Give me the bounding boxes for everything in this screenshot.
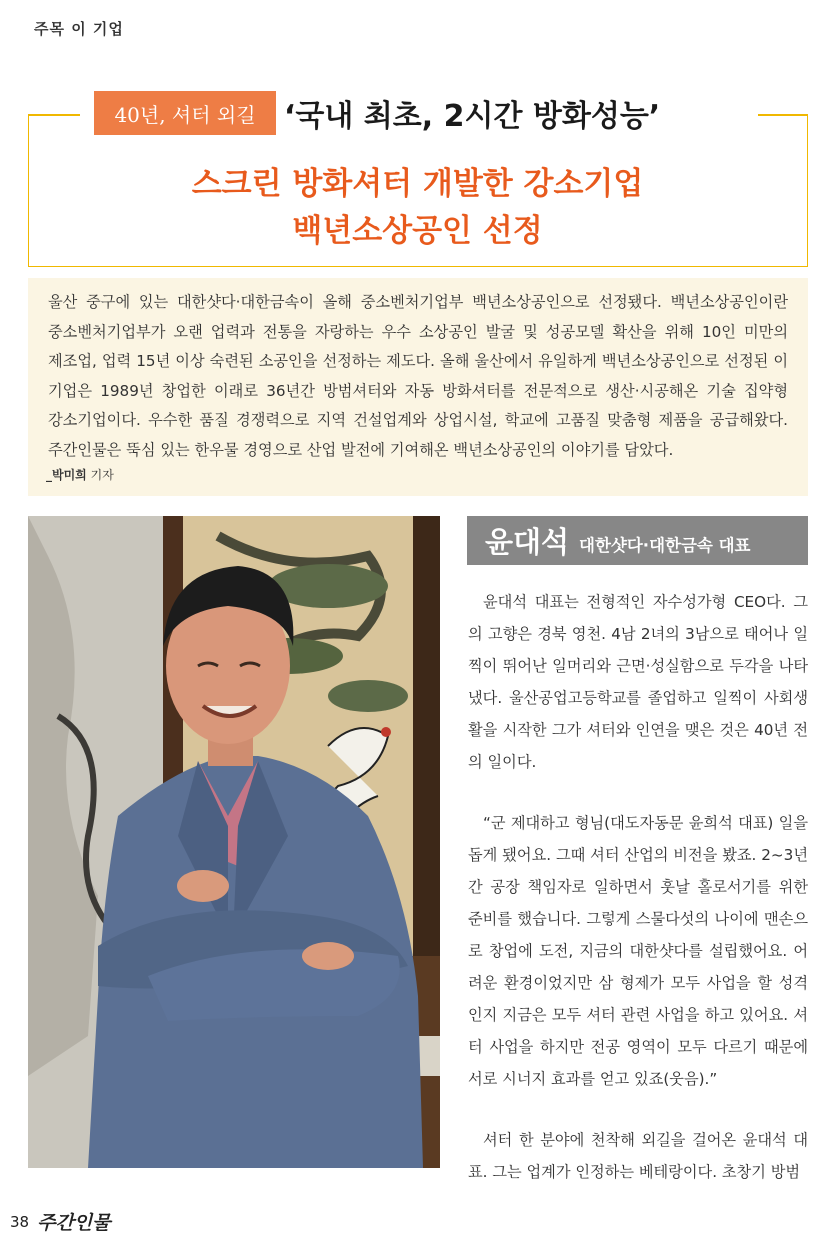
magazine-logo: 주간인물 — [37, 1212, 111, 1234]
page-number: 38 — [10, 1212, 30, 1231]
frame-rule-left — [28, 114, 80, 116]
byline-role: 기자 — [90, 468, 114, 482]
lead-paragraph: 울산 중구에 있는 대한샷다·대한금속이 올해 중소벤처기업부 백년소상공인으로 선정됐다. 백년소상공인이란 중소벤처기업부가 오랜 업력과 전통을 자랑하는 우수 소상공인 발굴 및 성공모델 확산을 위해 10인 미만의 제조업, 업력 15년 이상 숙련된 소공인을 선정하는 제도다. 올해 울산에서 유일하게 백년소상공인으로 선정된 이 기업은 1989년 창업한 이래로 36년간 방범셔터와 자동 방화셔터를 전문적으로 생산·시공해온 기술 집약형 강소기업이다. 우수한 품질 경쟁력으로 지역 건설업계와 상업시설, 학교에 고품질 맞춤형 제품을 공급해왔다. 주간인물은 뚝심 있는 한우물 경영으로 산업 발전에 기여해온 백년소상공인의 이야기를 담았다. — [48, 293, 788, 459]
byline — [46, 466, 114, 483]
body-paragraph: “군 제대하고 형님(대도자동문 윤희석 대표) 일을 돕게 됐어요. 그때 셔터 산업의 비전을 봤죠. 2~3년간 공장 책임자로 일하면서 훗날 홀로서기를 위한 준비를 했습니다. 그렇게 스물다섯의 나이에 맨손으로 창업에 도전, 지금의 대한샷다를 설립했어요. 어려운 환경이었지만 삼 형제가 모두 사업을 할 성격인지 지금은 모두 셔터 관련 사업을 하고 있어요. 셔터 사업을 하지만 전공 영역이 모두 다르기 때문에 서로 시너지 효과를 얻고 있죠(웃음).” — [468, 814, 808, 1088]
headline-tag: 40년, 셔터 외길 — [94, 91, 276, 135]
profile-header — [467, 516, 808, 565]
section-label: 주목 이 기업 — [34, 20, 124, 38]
page-footer — [10, 1208, 111, 1235]
profile-name: 윤대석 — [485, 525, 570, 559]
profile-title: 대한샷다·대한금속 대표 — [579, 535, 751, 555]
headline-subtitle-line2: 백년소상공인 선정 — [292, 213, 543, 249]
body-paragraph: 셔터 한 분야에 천착해 외길을 걸어온 윤대석 대표. 그는 업계가 인정하는 베테랑이다. 초창기 방범 — [468, 1131, 808, 1181]
headline-title: ‘국내 최초, 2시간 방화성능’ — [284, 99, 661, 134]
headline-subtitle-line1: 스크린 방화셔터 개발한 강소기업 — [191, 166, 644, 202]
byline-name: _박미희 — [46, 468, 87, 482]
frame-rule-right — [758, 114, 808, 116]
portrait-photo — [28, 516, 440, 1168]
article-body — [468, 586, 808, 1217]
body-paragraph: 윤대석 대표는 전형적인 자수성가형 CEO다. 그의 고향은 경북 영천. 4남 2녀의 3남으로 태어나 일찍이 뛰어난 일머리와 근면·성실함으로 두각을 나타냈다. 울산공업고등학교를 졸업하고 일찍이 사회생활을 시작한 그가 셔터와 인연을 맺은 것은 40년 전의 일이다. — [468, 593, 808, 771]
lead-box — [28, 278, 808, 496]
